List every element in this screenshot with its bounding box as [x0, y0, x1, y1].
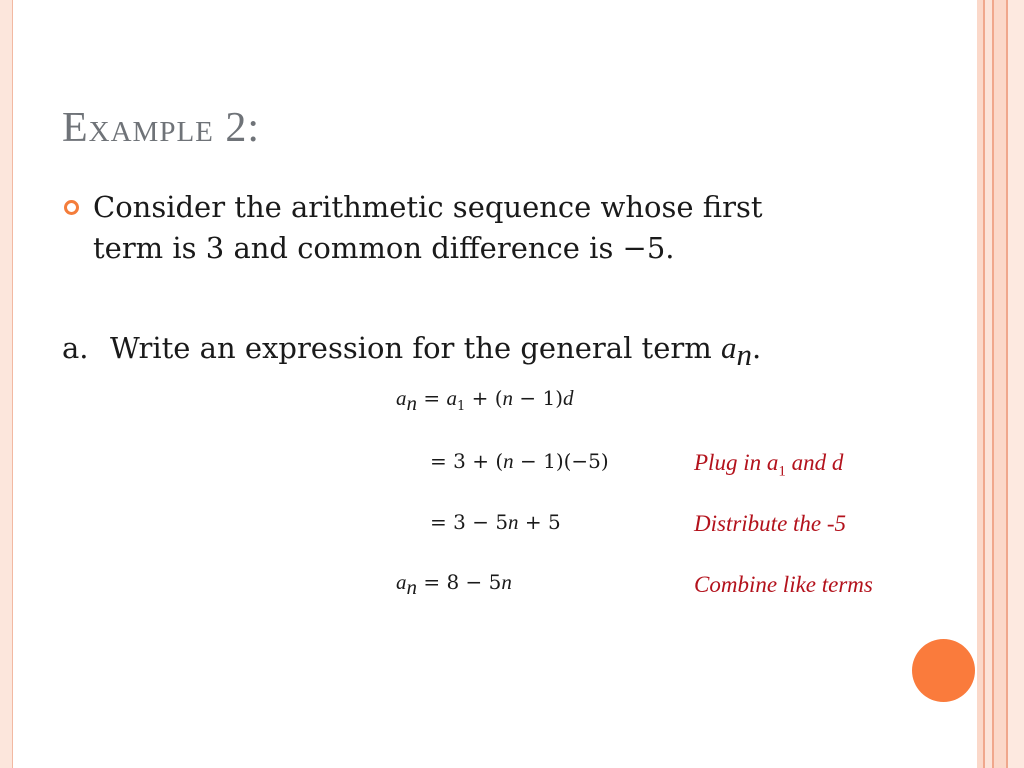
- eq1-lhs-sub: n: [406, 391, 417, 415]
- eq2-post: − 1)(−5): [513, 449, 609, 473]
- eq1-n-var: n: [502, 386, 514, 410]
- equation-line-3: [430, 510, 561, 535]
- eq1-lhs-var: a: [396, 386, 407, 410]
- equation-line-2: [430, 449, 609, 474]
- eq3-n-var: n: [508, 510, 519, 534]
- part-a-text: Write an expression for the general term: [110, 331, 721, 365]
- equation-line-4: [396, 570, 512, 600]
- annotation-plug-in: [694, 450, 843, 481]
- bullet-circle-icon: [64, 200, 79, 215]
- general-term-var: a: [720, 330, 737, 365]
- eq4-pre: = 8 − 5: [417, 570, 502, 594]
- bullet-line-2: term is 3 and common difference is −5.: [93, 231, 675, 265]
- eq1-minus-one: − 1): [513, 386, 564, 410]
- eq1-a-var: a: [446, 386, 457, 410]
- eq1-a-sub: 1: [456, 399, 466, 414]
- note1-post: and d: [785, 450, 844, 475]
- general-term-sub: n: [736, 336, 752, 372]
- eq3-post: + 5: [518, 510, 561, 534]
- part-a-end: .: [751, 331, 762, 365]
- eq2-n-var: n: [503, 449, 514, 473]
- right-border-stripe: [1008, 0, 1024, 768]
- part-a-question: [62, 327, 761, 380]
- eq4-lhs-var: a: [396, 570, 407, 594]
- right-border-stripe: [985, 0, 992, 768]
- eq4-n-var: n: [501, 570, 512, 594]
- equation-line-1: [396, 386, 574, 416]
- eq3-pre: = 3 − 5: [430, 510, 509, 534]
- eq1-equals: =: [417, 386, 447, 410]
- part-a-label: a.: [62, 331, 89, 365]
- slide-title: Example 2:: [62, 105, 261, 151]
- note1-sub: 1: [778, 463, 786, 480]
- eq2-pre: = 3 + (: [430, 449, 504, 473]
- bullet-text: [93, 187, 763, 269]
- eq1-d-var: d: [563, 386, 574, 410]
- right-border-stripe: [994, 0, 1006, 768]
- bullet-line-1: Consider the arithmetic sequence whose first: [93, 190, 763, 224]
- left-border-decoration: [0, 0, 13, 768]
- annotation-combine: Combine like terms: [694, 572, 873, 597]
- annotation-distribute: Distribute the -5: [694, 511, 847, 536]
- eq1-plus: + (: [465, 386, 503, 410]
- eq4-lhs-sub: n: [406, 575, 417, 599]
- decorative-circle: [912, 639, 975, 702]
- note1-pre: Plug in a: [694, 450, 779, 475]
